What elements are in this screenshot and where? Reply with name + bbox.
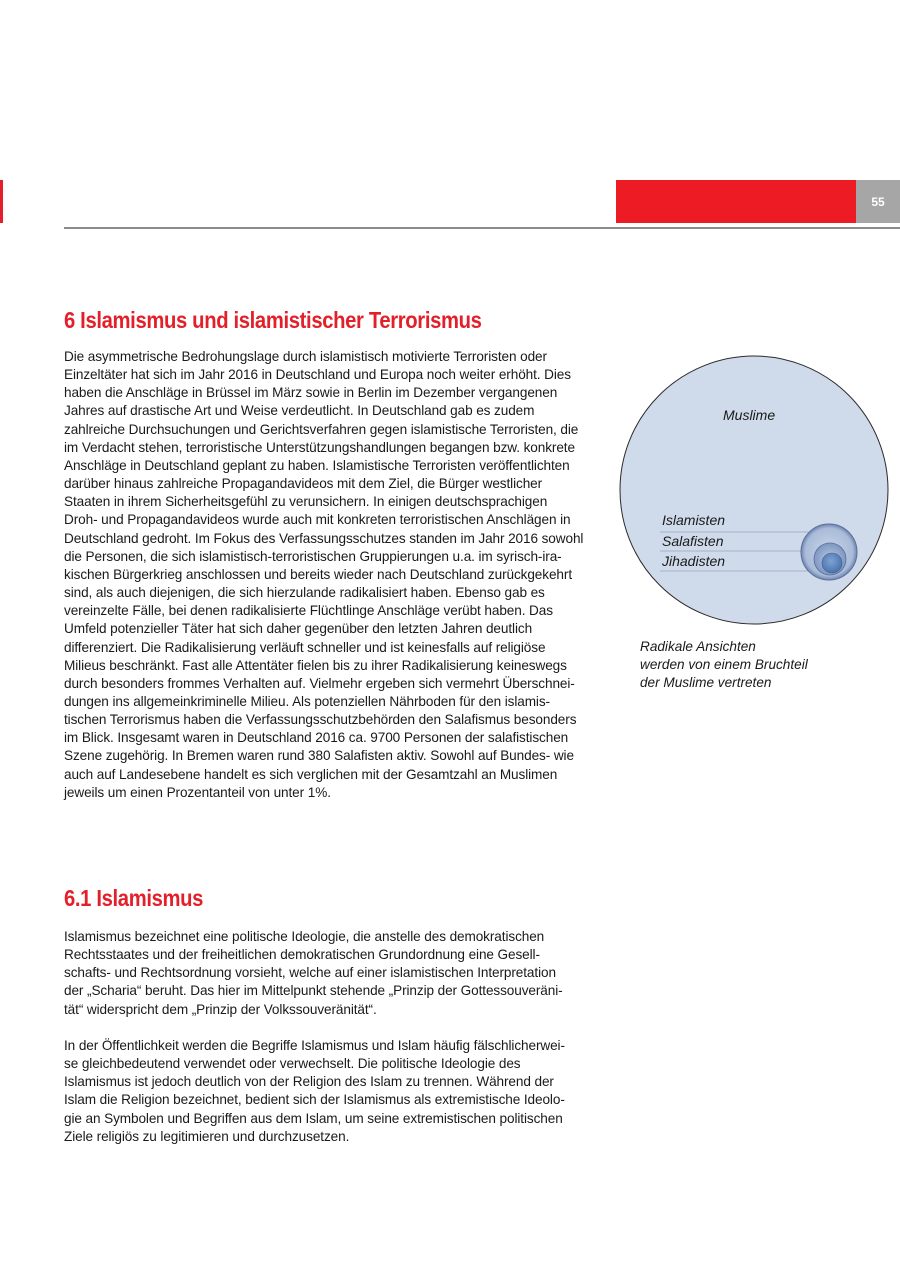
subsection-paragraph-1: Islamismus bezeichnet eine politische Ideologie, die anstelle des demokratischen Rechtsstaates und der freiheitlichen demokratischen Grundordnung eine Gesell- schafts- und Rechtsordnung vorsieht, welche auf einer islamistischen Interpretation der „Scharia“ beruht. Das hier im Mittelpunkt stehende „Prinzip der Gottessouveräni- tät“ widerspricht dem „Prinzip der Volkssouveränität“. — [64, 929, 563, 1017]
islamisten-label: Islamisten — [662, 512, 726, 528]
nested-circles-diagram — [618, 352, 890, 628]
left-edge-marker — [0, 180, 3, 223]
section-title: 6 Islamismus und islamistischer Terrorismus — [64, 307, 482, 333]
page-number: 55 — [856, 180, 900, 223]
jihadisten-circle — [822, 553, 842, 573]
jihadisten-label: Jihadisten — [662, 553, 726, 569]
section-paragraph: Die asymmetrische Bedrohungslage durch islamistisch motivierte Terroristen oder Einzeltäter hat sich im Jahr 2016 in Deutschland und Europa noch weiter erhöht. Dies haben die Anschläge in Brüssel im März sowie in Berlin im Dezember vergangenen Jahres auf drastische Art und Weise verdeutlicht. In Deutschland gab es zudem zahlreiche Durchsuchungen und Gerichtsverfahren gegen islamistische Terroristen, die im Verdacht stehen, terroristische Unterstützungshandlungen begangen bzw. konkrete Anschläge in Deutschland geplant zu haben. Islamistische Terroristen veröffentlichten darüber hinaus zahlreiche Propagandavideos mit dem Ziel, die Bürger westlicher Staaten in ihrem Sicherheitsgefühl zu verunsichern. In einigen deutschsprachigen Droh- und Propagandavideos wurde auch mit konkreten terroristischen Anschlägen in Deutschland gedroht. Im Fokus des Verfassungsschutzes standen im Jahr 2016 sowohl die Personen, die sich islamistisch-terroristischen Gruppierungen u.a. im syrisch-ira- kischen Bürgerkrieg anschlossen und bereits wieder nach Deutschland zurückgekehrt sind, als auch diejenigen, die sich hierzulande radikalisiert haben. Ebenso gab es vereinzelte Fälle, bei denen radikalisierte Flüchtlinge Anschläge verübt haben. Das Umfeld potenzieller Täter hat sich daher gegenüber den letzten Jahren deutlich differenziert. Die Radikalisierung verläuft schneller und ist keinesfalls auf religiöse Milieus beschränkt. Fast alle Attentäter fielen bis zu ihrer Radikalisierung keineswegs durch besonders frommes Verhalten auf. Vielmehr ergeben sich vermehrt Überschnei- dungen ins allgemeinkriminelle Milieu. Als potenziellen Nährboden für den islamis- tischen Terrorismus haben die Verfassungsschutzbehörden den Salafismus besonders im Blick. Insgesamt waren in Deutschland 2016 ca. 9700 Personen der salafistischen Szene zugehörig. In Bremen waren rund 380 Salafisten aktiv. Sowohl auf Bundes- wie auch auf Landesebene handelt es sich verglichen mit der Gesamtzahl an Muslimen jeweils um einen Prozentanteil von unter 1%. — [64, 349, 584, 800]
subsection-title: 6.1 Islamismus — [64, 885, 204, 911]
figure-caption: Radikale Ansichten werden von einem Bruchteil der Muslime vertreten — [640, 639, 808, 691]
header-accent-bar — [616, 180, 856, 223]
muslime-label: Muslime — [723, 407, 776, 423]
muslim-circles-figure — [618, 352, 890, 628]
subsection-paragraph-2: In der Öffentlichkeit werden die Begriffe Islamismus und Islam häufig fälschlicherwei- se gleichbedeutend verwendet oder verwechselt. Die politische Ideologie des Islamismus ist jedoch deutlich von der Religion des Islam zu trennen. Während der Islam die Religion bezeichnet, bedient sich der Islamismus als extremistische Ideolo- gie an Symbolen und Begriffen aus dem Islam, um seine extremistischen politischen Ziele religiös zu legitimieren und durchzusetzen. — [64, 1038, 565, 1144]
muslime-circle — [620, 356, 888, 624]
header-divider — [64, 227, 900, 229]
salafisten-label: Salafisten — [662, 533, 724, 549]
